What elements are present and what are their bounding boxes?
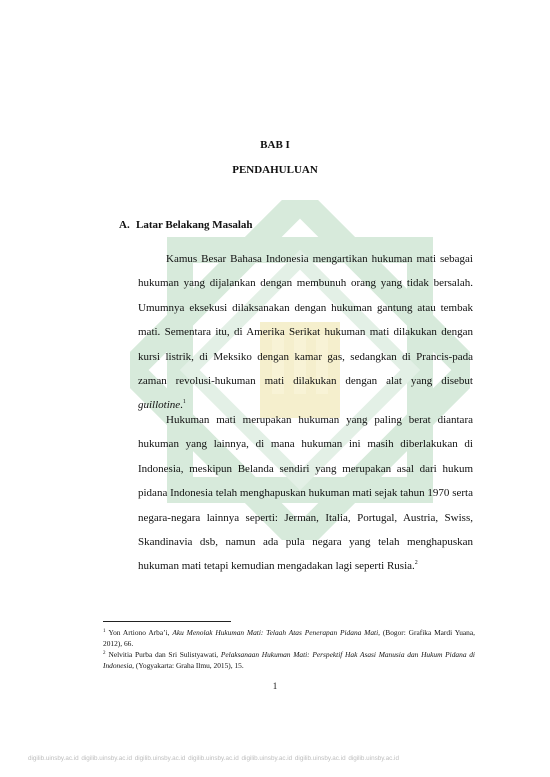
paragraph-1-text: Kamus Besar Bahasa Indonesia mengartikan hukuman mati sebagai hukuman yang dijalankan dengan membunuh orang yang tidak bersalah. Umumnya eksekusi dilaksanakan dengan hukuman gantung atau tembak mati. Sementara itu, di Amerika Serikat hukuman mati dilakukan dengan kursi listrik, di Meksiko dengan kamar gas, sedangkan di Prancis-pada zaman revolusi-hukuman mati dilakukan dengan alat yang disebut (138, 253, 473, 388)
chapter-title: PENDAHULUAN (232, 164, 318, 176)
footnote-2-after: , (Yogyakarta: Graha Ilmu, 2015), 15. (132, 661, 244, 670)
footnote-2-number: 2 (103, 651, 106, 656)
footnote-divider (103, 621, 231, 622)
page-number: 1 (272, 681, 278, 691)
footnote-ref-1[interactable]: 1 (182, 399, 186, 406)
footnote-2-title: Pelaksanaan Hukuman Mati: Perspektif Hak Asasi Manusia dan Hukum Pidana di Indonesia (103, 650, 475, 670)
section-marker: A. (119, 219, 130, 231)
chapter-label: BAB I (260, 139, 290, 151)
paragraph-2 (138, 408, 473, 579)
paragraph-2-text: Hukuman mati merupakan hukuman yang paling berat diantara hukuman yang lainnya, di mana hukuman ini masih diberlakukan di Indonesia, meskipun Belanda sendiri yang merupakan asal dari hukum pidana Indonesia telah menghapuskan hukuman mati sejak tahun 1970 serta negara-negara lainnya seperti: Jerman, Italia, Portugal, Austria, Swiss, Skandinavia dsb, namun ada pula negara yang telah menghapuskan hukuman mati tetapi kemudian mengadakan lagi seperti Rusia. (138, 414, 473, 573)
footnote-1-title: Aku Menolak Hukuman Mati: Telaah Atas Penerapan Pidana Mati (172, 628, 379, 637)
footnote-1-number: 1 (103, 629, 106, 634)
footnote-1-before: Yon Artiono Arba’i, (108, 628, 173, 637)
paragraph-1 (138, 247, 473, 418)
paragraph-1-end: . (180, 399, 183, 412)
footnote-2 (103, 649, 475, 671)
section-title: Latar Belakang Masalah (136, 219, 253, 231)
section-heading (119, 219, 253, 231)
footnote-2-before: Nelvitia Purba dan Sri Sulistyawati, (108, 650, 221, 659)
footnotes (103, 627, 475, 671)
footnote-ref-2[interactable]: 2 (414, 560, 418, 567)
paragraph-1-italic: guillotine (138, 399, 181, 412)
footnote-1 (103, 627, 475, 649)
footnote-1-after: , (Bogor: Grafika Mardi Yuana, 2012), 66. (103, 628, 476, 648)
footer-watermark-text: digilib.uinsby.ac.id digilib.uinsby.ac.id digilib.uinsby.ac.id digilib.uinsby.ac.id digilib.uinsby.ac.id digilib.uinsby.ac.id digilib.uinsby.ac.id (28, 755, 399, 762)
